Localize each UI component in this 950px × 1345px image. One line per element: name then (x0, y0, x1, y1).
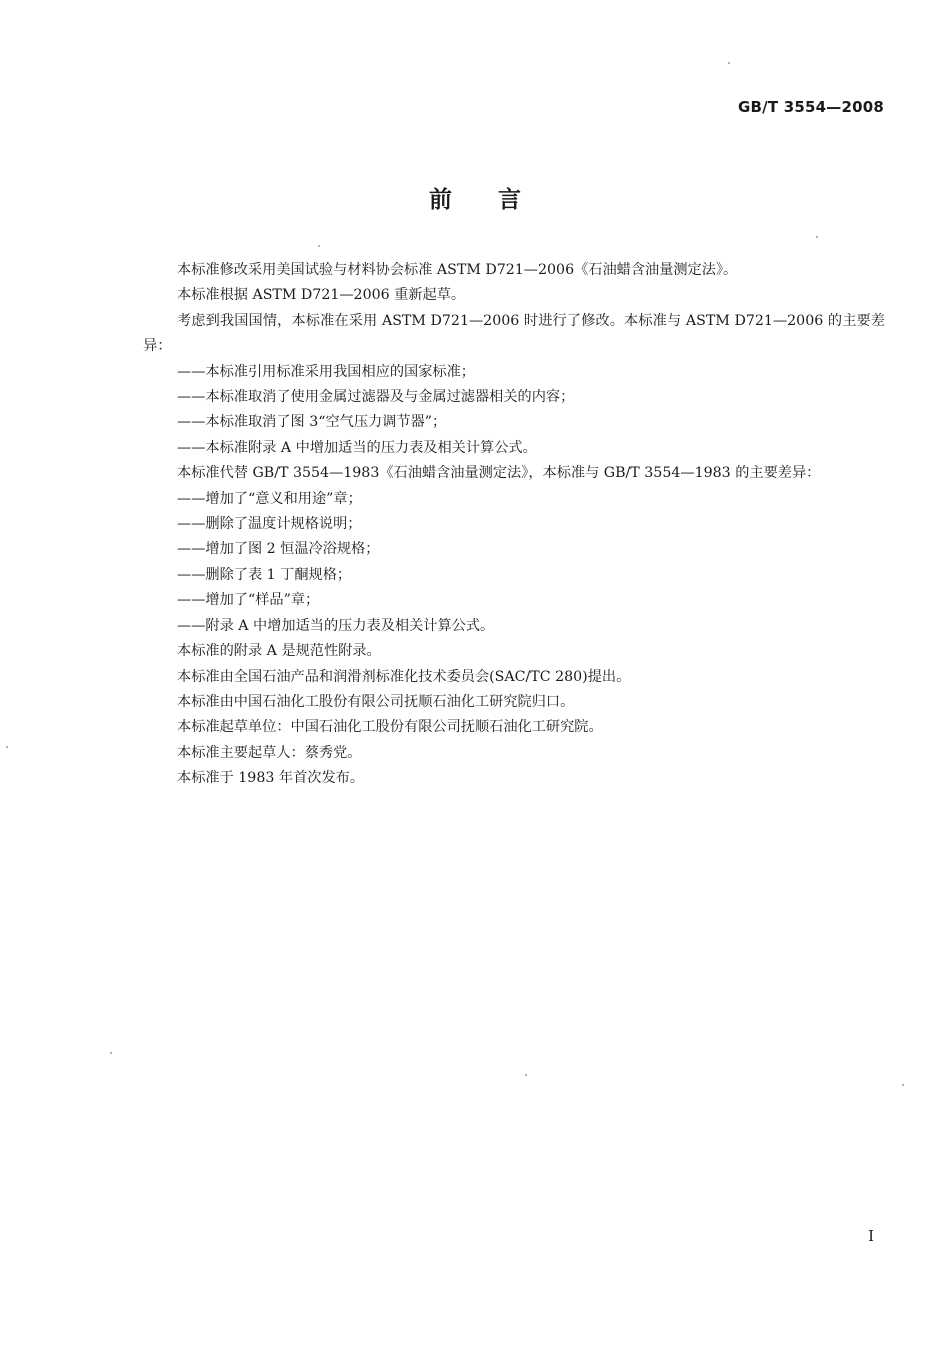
list-item: ——本标准取消了图 3“空气压力调节器”； (177, 414, 447, 431)
page-title: 前言 (429, 187, 567, 213)
foreword-body (143, 258, 885, 792)
scan-speck (902, 1084, 904, 1086)
list-item: ——本标准引用标准采用我国相应的国家标准； (177, 363, 475, 380)
scan-speck (728, 62, 730, 64)
scan-speck (525, 1074, 527, 1076)
list-item: ——本标准附录 A 中增加适当的压力表及相关计算公式。 (177, 439, 537, 456)
paragraph-responsible: 本标准由中国石油化工股份有限公司抚顺石油化工研究院归口。 (177, 693, 575, 710)
paragraph-replacement: 本标准代替 GB/T 3554—1983《石油蜡含油量测定法》，本标准与 GB/T 3554—1983 的主要差异： (177, 465, 821, 482)
paragraph-first-issue: 本标准于 1983 年首次发布。 (177, 770, 365, 787)
list-item: ——本标准取消了使用金属过滤器及与金属过滤器相关的内容； (177, 389, 575, 406)
paragraph-drafters: 本标准主要起草人：蔡秀党。 (177, 744, 362, 761)
scan-speck (110, 1052, 112, 1054)
list-item: ——增加了“样品”章； (177, 592, 320, 609)
scan-speck (6, 746, 8, 748)
list-item: ——增加了“意义和用途”章； (177, 490, 362, 507)
list-item: ——删除了温度计规格说明； (177, 516, 362, 533)
page-number: I (868, 1227, 874, 1245)
list-item: ——删除了表 1 丁酮规格； (177, 566, 352, 583)
list-item: ——附录 A 中增加适当的压力表及相关计算公式。 (177, 617, 495, 634)
paragraph-modification: 考虑到我国国情，本标准在采用 ASTM D721—2006 时进行了修改。本标准与 ASTM D721—2006 的主要差异： (143, 312, 885, 355)
scan-speck (318, 245, 320, 247)
paragraph-drafting-unit: 本标准起草单位：中国石油化工股份有限公司抚顺石油化工研究院。 (177, 719, 603, 736)
paragraph-proposer: 本标准由全国石油产品和润滑剂标准化技术委员会(SAC/TC 280)提出。 (177, 668, 631, 685)
standard-number: GB/T 3554—2008 (738, 98, 884, 116)
list-item: ——增加了图 2 恒温冷浴规格； (177, 541, 380, 558)
paragraph-drafting-basis: 本标准根据 ASTM D721—2006 重新起草。 (177, 287, 466, 304)
paragraph-adoption: 本标准修改采用美国试验与材料协会标准 ASTM D721—2006《石油蜡含油量测定法》。 (177, 262, 738, 278)
paragraph-annex: 本标准的附录 A 是规范性附录。 (177, 643, 381, 660)
scan-speck (816, 236, 818, 238)
